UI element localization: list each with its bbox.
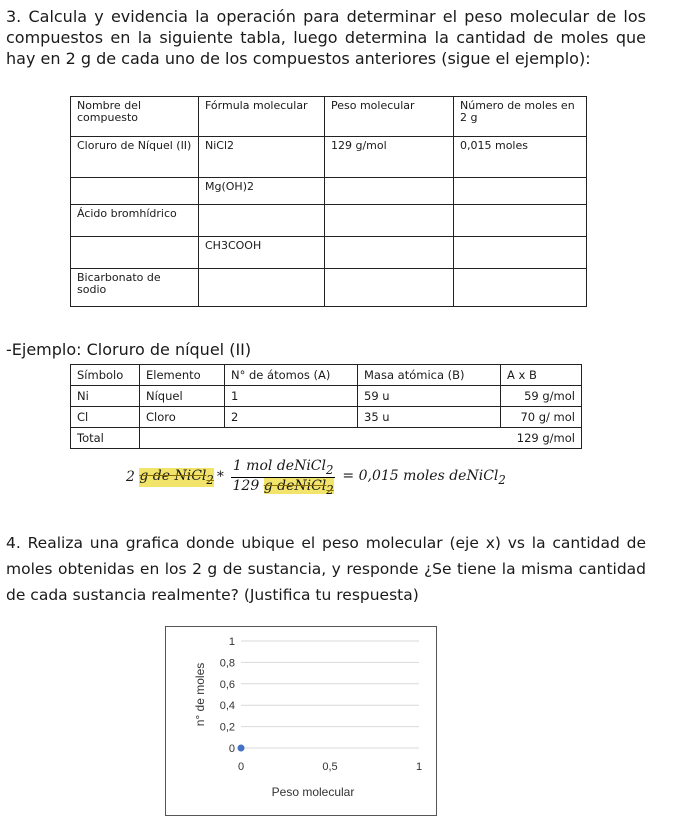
table-cell: Cloro	[140, 407, 225, 428]
table-row	[71, 205, 587, 237]
table-cell	[199, 269, 325, 307]
eq-result-text: = 0,015 moles deNiCl	[342, 467, 499, 484]
table-cell	[325, 269, 454, 307]
table-row	[71, 407, 582, 428]
eq-fraction-denominator	[233, 478, 334, 497]
table-cell	[454, 237, 587, 269]
table-cell	[71, 237, 199, 269]
example-title: -Ejemplo: Cloruro de níquel (II)	[6, 340, 252, 359]
table-total-row	[71, 428, 582, 449]
table-row	[71, 269, 587, 307]
x-tick-label: 1	[415, 761, 423, 773]
table-cell	[325, 237, 454, 269]
table-cell	[454, 269, 587, 307]
header-cell: Símbolo	[71, 365, 140, 386]
y-tick-label: 1	[228, 636, 235, 648]
table-row	[71, 386, 582, 407]
table-row	[71, 178, 587, 205]
table-cell	[454, 178, 587, 205]
eq-lhs-unit	[139, 468, 213, 487]
eq-num-sub: 2	[325, 462, 334, 477]
table-cell	[71, 178, 199, 205]
table-cell: 1	[225, 386, 358, 407]
eq-den-sub: 2	[326, 482, 334, 497]
eq-den-unit	[263, 477, 334, 497]
eq-lhs-number: 2	[126, 469, 135, 486]
table-cell: Ácido bromhídrico	[71, 205, 199, 237]
header-cell: N° de átomos (A)	[225, 365, 358, 386]
table-cell: Níquel	[140, 386, 225, 407]
header-cell: Peso molecular	[325, 97, 454, 137]
table-cell: 70 g/ mol	[501, 407, 582, 428]
eq-lhs-unit-text: g de NiCl	[139, 467, 207, 484]
table-cell: 59 u	[358, 386, 501, 407]
question-3-text: 3. Calcula y evidencia la operación para determinar el peso molecular de los compuestos en la siguiente tabla, luego determina la cantidad de moles que hay en 2 g de cada uno de los compuestos anteriores (sigue el ejemplo):	[6, 7, 646, 68]
y-tick-label: 0,4	[219, 700, 235, 713]
table-cell: Cl	[71, 407, 140, 428]
x-tick-label: 0,5	[322, 761, 338, 773]
total-value: 129 g/mol	[140, 428, 582, 449]
table-header-row	[71, 365, 582, 386]
table-cell: 59 g/mol	[501, 386, 582, 407]
eq-fraction	[231, 458, 336, 497]
table-cell: 0,015 moles	[454, 137, 587, 178]
table-cell	[454, 205, 587, 237]
y-axis-label: n° de moles	[193, 662, 207, 727]
eq-fraction-numerator	[231, 458, 336, 478]
table-header-row	[71, 97, 587, 137]
table-cell: 129 g/mol	[325, 137, 454, 178]
eq-den-unit-text: g deNiCl	[263, 477, 327, 494]
y-tick-label: 0	[228, 743, 235, 755]
header-cell: Elemento	[140, 365, 225, 386]
eq-den-number: 129	[232, 477, 260, 494]
y-tick-label: 0,2	[219, 721, 235, 734]
moles-vs-molecular-weight-chart	[165, 626, 437, 816]
eq-times: *	[216, 469, 224, 486]
y-tick-label: 0,6	[219, 678, 235, 691]
y-tick-label: 0,8	[219, 657, 235, 670]
example-table	[70, 364, 582, 449]
header-cell: Fórmula molecular	[199, 97, 325, 137]
eq-result	[342, 468, 505, 487]
question-4-text: 4. Realiza una grafica donde ubique el peso molecular (eje x) vs la cantidad de moles obtenidas en los 2 g de sustancia, y responde ¿Se tiene la misma cantidad de cada sustancia realmente? (Justifica tu respuesta)	[6, 534, 646, 604]
header-cell: Número de moles en 2 g	[454, 97, 587, 137]
table-cell	[325, 205, 454, 237]
total-label: Total	[71, 428, 140, 449]
chart-svg	[166, 627, 436, 815]
table-cell: Mg(OH)2	[199, 178, 325, 205]
x-tick-label: 0	[237, 761, 245, 773]
table-cell: Ni	[71, 386, 140, 407]
table-cell: CH3COOH	[199, 237, 325, 269]
eq-result-sub: 2	[498, 472, 506, 487]
data-point	[238, 745, 245, 752]
table-cell	[325, 178, 454, 205]
header-cell: A x B	[501, 365, 582, 386]
table-cell: NiCl2	[199, 137, 325, 178]
x-axis-label: Peso molecular	[271, 785, 355, 799]
compounds-table	[70, 96, 587, 307]
eq-num-text: 1 mol deNiCl	[232, 458, 326, 474]
table-cell: 2	[225, 407, 358, 428]
table-cell: Bicarbonato de sodio	[71, 269, 199, 307]
table-cell	[199, 205, 325, 237]
table-cell: 35 u	[358, 407, 501, 428]
table-row	[71, 137, 587, 178]
header-cell: Masa atómica (B)	[358, 365, 501, 386]
header-cell: Nombre del compuesto	[71, 97, 199, 137]
table-row	[71, 237, 587, 269]
table-cell: Cloruro de Níquel (II)	[71, 137, 199, 178]
mole-calculation-equation	[126, 458, 506, 497]
eq-lhs-sub: 2	[206, 472, 214, 487]
